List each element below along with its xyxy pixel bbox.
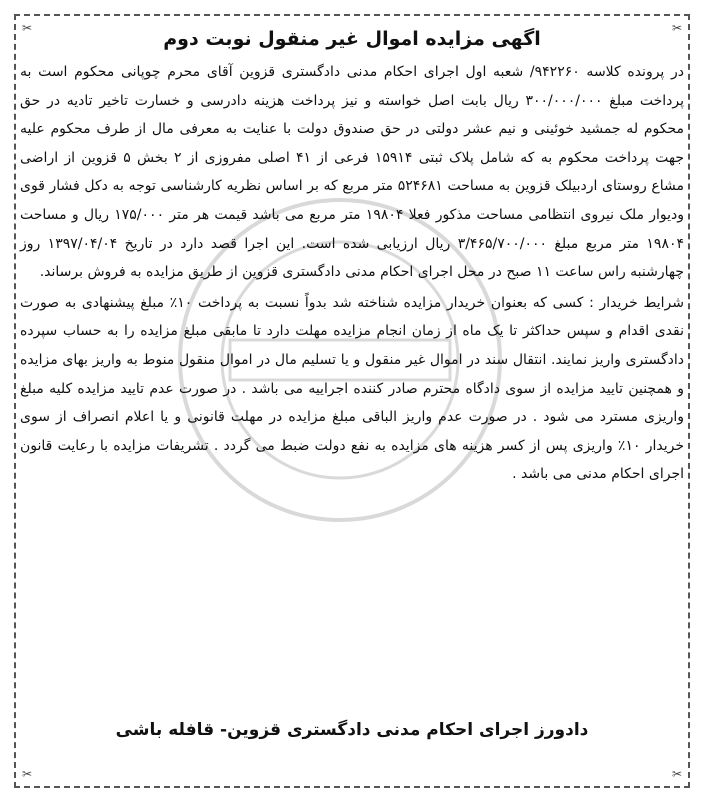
notice-signature: دادورز اجرای احکام مدنی دادگستری قزوین- قافله باشی	[115, 720, 589, 740]
notice-title: اگهی مزایده اموال غیر منقول نوبت دوم	[163, 28, 541, 50]
corner-scissors-icon: ✂	[671, 767, 682, 781]
corner-scissors-icon: ✂	[22, 767, 33, 781]
corner-scissors-icon: ✂	[671, 21, 682, 35]
buyer-conditions: شرایط خریدار : کسی که بعنوان خریدار مزایده شناخته شد بدواً نسبت به پرداخت ۱۰٪ مبلغ پیشنهادی به صورت نقدی اقدام و سپس حداکثر تا یک ماه از زمان انجام مزایده مهلت دارد تا مابقی مبلغ مزایده را به حساب سپرده دادگستری واریز نمایند. انتقال سند در اموال غیر منقول و یا تسلیم مال در اموال منقول منوط به واریز بهای مزایده و همچنین تایید مزایده از سوی دادگاه محترم صادر کننده اجراییه می باشد . در صورت عدم تایید مزایده کلیه مبلغ واریزی مسترد می شود . در صورت عدم واریز الباقی مبلغ مزایده در مهلت قانونی و یا اعلام انصراف از سوی خریدار ۱۰٪ واریزی پس از کسر هزینه های مزایده به نفع دولت ضبط می گردد . تشریفات مزایده با رعایت قانون اجرای احکام مدنی می باشد .	[20, 294, 684, 483]
corner-scissors-icon: ✂	[22, 21, 33, 35]
notice-body: در پرونده کلاسه ۹۴۲۲۶۰/ شعبه اول اجرای احکام مدنی دادگستری قزوین آقای محرم چوپانی محکوم است به پرداخت مبلغ ۳۰۰/۰۰۰/۰۰۰ ریال بابت اصل خواسته و نیز پرداخت هزینه دادرسی و خسارت تاخیر تادیه در حق محکوم له جمشید خوئینی و نیم عشر دولتی در حق صندوق دولت با عنایت به معرفی مال از طرف محکوم علیه جهت پرداخت محکوم به که شامل پلاک ثبتی ۱۵۹۱۴ فرعی از ۴۱ اصلی مفروزی از ۲ بخش ۵ قزوین از اراضی مشاع روستای اردبیلک قزوین به مساحت ۵۲۴۶۸۱ متر مربع که بر اساس نظریه کارشناسی توجه به دکل فشار قوی ودیوار ملک نیروی انتظامی مساحت مذکور فعلا ۱۹۸۰۴ متر مربع می باشد قیمت هر متر ۱۷۵/۰۰۰ ریال و مساحت ۱۹۸۰۴ متر مربع مبلغ ۳/۴۶۵/۷۰۰/۰۰۰ ریال ارزیابی شده است. این اجرا قصد دارد در تاریخ ۱۳۹۷/۰۴/۰۴ روز چهارشنبه راس ساعت ۱۱ صبح در محل اجرای احکام مدنی دادگستری قزوین از طریق مزایده به فروش برساند.	[20, 64, 685, 281]
notice-content	[20, 26, 684, 489]
